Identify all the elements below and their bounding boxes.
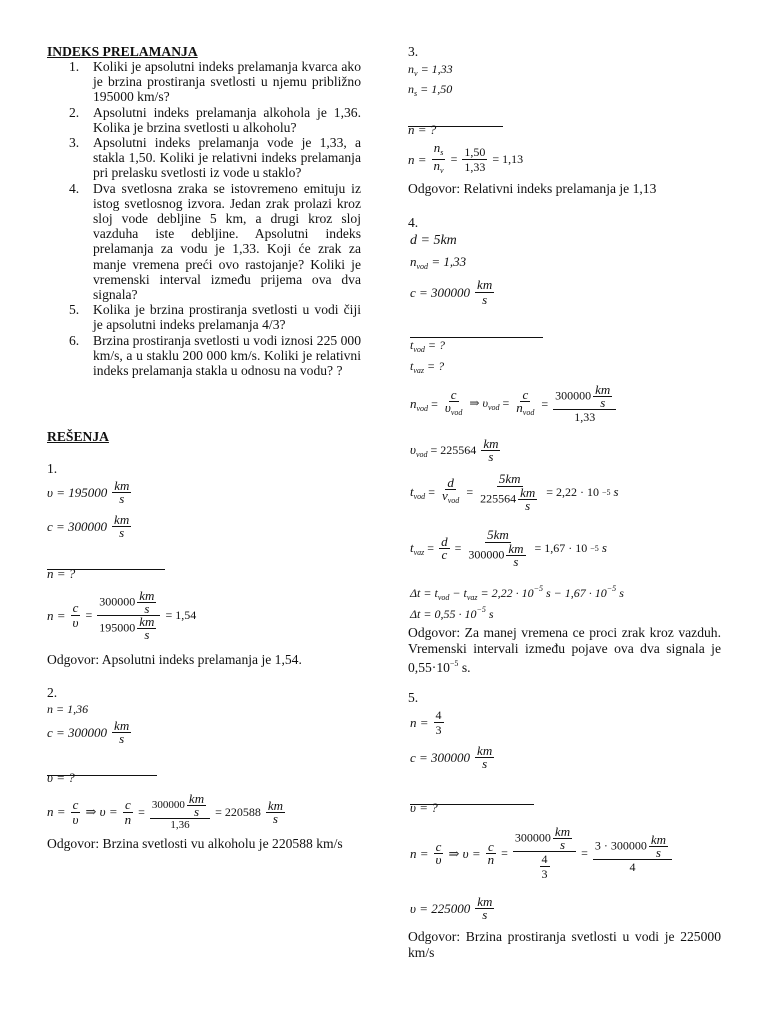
solution-1-label: 1.: [47, 461, 58, 476]
answer-4: Odgovor: Za manej vremena ce proci zrak kroz vazduh. Vremenski intervali između pojave ova dva signala je $0,55\cdot 10^{-5}$ s.: [408, 625, 721, 676]
problem-list: [47, 59, 361, 378]
answer-2: Odgovor: Brzina svetlosti vu alkoholu je 220588 km/s: [47, 836, 343, 851]
answer-5: Odgovor: Brzina prostiranja svetlosti u vodi je 225000 km/s: [408, 929, 721, 960]
page-title: INDEKS PRELAMANJA: [47, 44, 198, 59]
answer-3: Odgovor: Relativni indeks prelamanja je 1,13: [408, 181, 657, 196]
problem-2: 2. Apsolutni indeks prelamanja alkohola je 1,36. Kolika je brzina svetlosti u alkoholu?: [69, 104, 361, 135]
answer-1: Odgovor: Apsolutni indeks prelamanja je 1,54.: [47, 652, 302, 667]
problem-4: 4. Dva svetlosna zraka se istovremeno emituju iz istog svetlosnog izvora. Jedan zrak prolazi kroz sloj vode debljine 5 km, a drugi kroz sloj vazduha iste debljine. Apsolutni indeks prelamanja za vodu je 1,33. Koji će zrak za manje vremena preći ovo rastojanje? Koliki je vremenski interval između prijema ova dva signala?: [69, 180, 361, 303]
problem-1: 1. Koliki je apsolutni indeks prelamanja kvarca ako je brzina prostiranja svetlosti u njemu približno 195000 km/s?: [69, 59, 361, 105]
problem-3: 3. Apsolutni indeks prelamanja vode je 1,33, a stakla 1,50. Koliki je relativni indeks prelamanja pri prelasku svetlosti iz vode u staklo?: [69, 135, 361, 181]
solutions-title: REŠENJA: [47, 429, 109, 444]
problem-5: 5. Kolika je brzina prostiranja svetlosti u vodi čiji je apsolutni indeks prelamanja 4/3?: [69, 302, 361, 333]
problem-6: 6. Brzina prostiranja svetlosti u vodi iznosi 225 000 km/s, a u staklu 200 000 km/s. Koliki je relativni indeks prelamanja stakla u odnosu na vodu? ?: [69, 332, 361, 379]
